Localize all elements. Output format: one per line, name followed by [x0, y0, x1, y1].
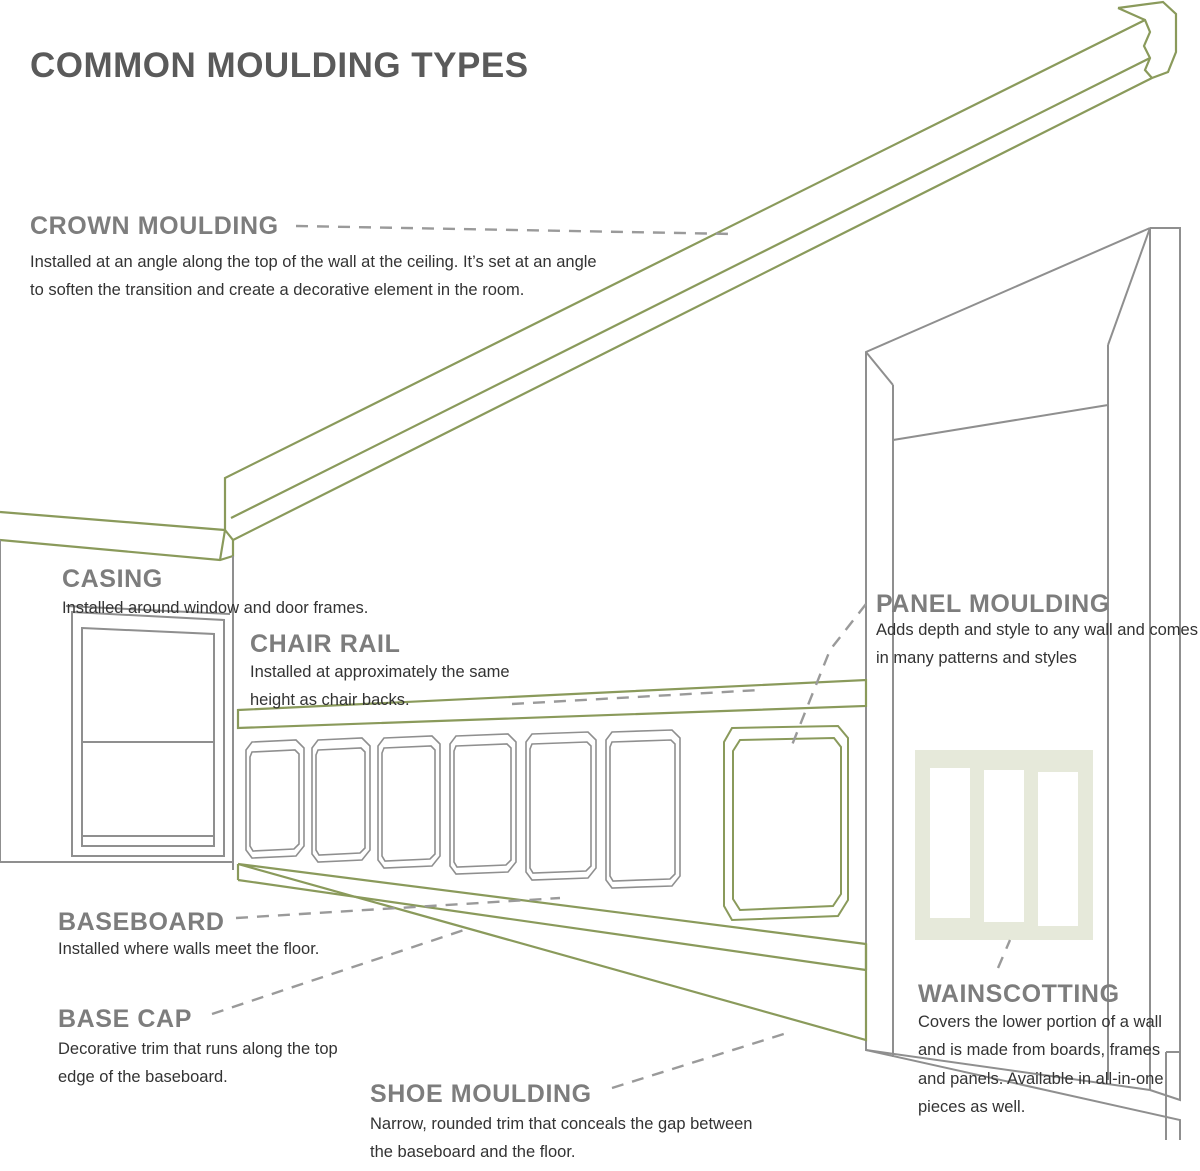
- description-casing: Installed around window and door frames.: [62, 599, 369, 617]
- label-crown-moulding: CROWN MOULDING: [30, 212, 279, 240]
- description-panel-moulding: Adds depth and style to any wall and comes in many patterns and styles: [876, 621, 1198, 668]
- window-casing-shape: [66, 606, 230, 856]
- label-baseboard: BASEBOARD: [58, 908, 225, 936]
- label-chair-rail: CHAIR RAIL: [250, 630, 401, 658]
- label-panel-moulding: PANEL MOULDING: [876, 590, 1110, 618]
- panel-moulding-shapes: [246, 730, 680, 888]
- description-wainscotting: Covers the lower portion of a wall and is made from boards, frames and panels. Available in all-in-one pieces as well.: [918, 1013, 1164, 1117]
- label-shoe-moulding: SHOE MOULDING: [370, 1080, 592, 1108]
- description-crown-moulding: Installed at an angle along the top of the wall at the ceiling. It’s set at an angle to soften the transition and create a decorative element in the room.: [30, 253, 597, 300]
- description-base-cap: Decorative trim that runs along the top edge of the baseboard.: [58, 1040, 338, 1087]
- wainscotting-shape: [915, 750, 1093, 940]
- panel-moulding-highlight: [724, 726, 848, 920]
- page-title: COMMON MOULDING TYPES: [30, 46, 529, 85]
- description-chair-rail: Installed at approximately the same height as chair backs.: [250, 663, 510, 710]
- description-shoe-moulding: Narrow, rounded trim that conceals the gap between the baseboard and the floor.: [370, 1115, 753, 1162]
- description-baseboard: Installed where walls meet the floor.: [58, 940, 320, 958]
- label-wainscotting: WAINSCOTTING: [918, 980, 1120, 1008]
- label-casing: CASING: [62, 565, 163, 593]
- label-base-cap: BASE CAP: [58, 1005, 192, 1033]
